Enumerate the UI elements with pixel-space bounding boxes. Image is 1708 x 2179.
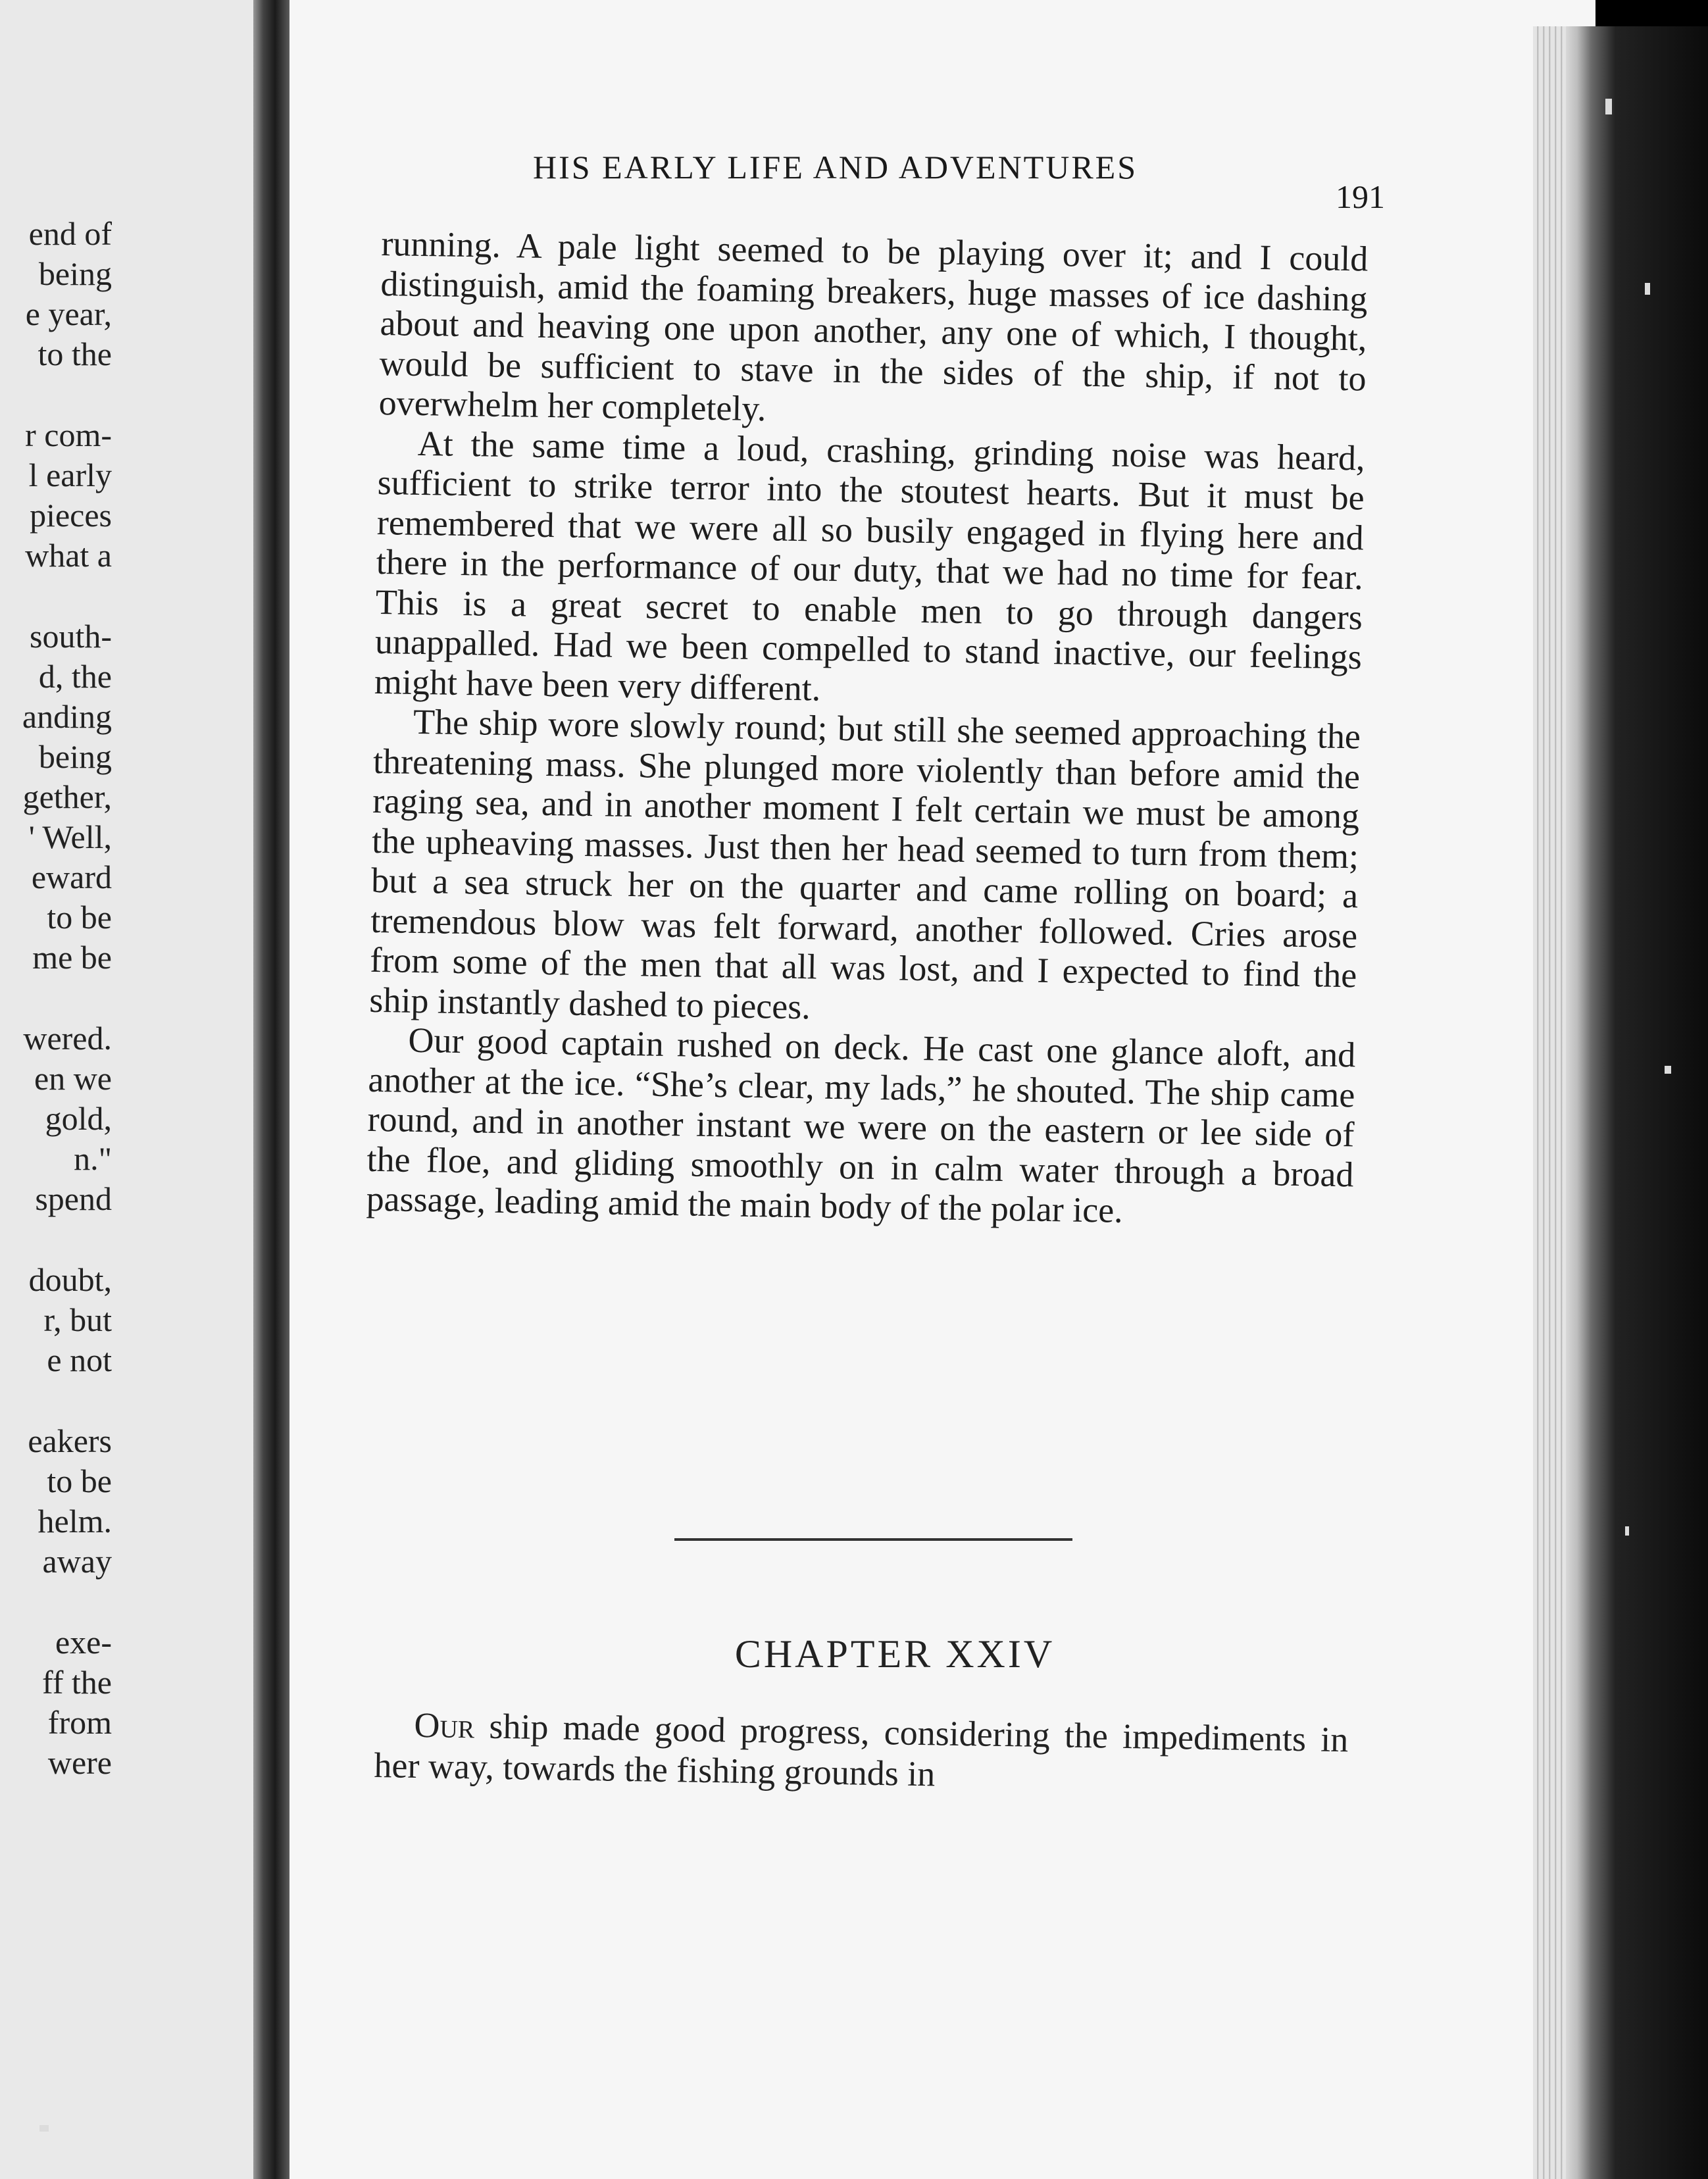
facing-page-line: ff the: [42, 1664, 112, 1701]
facing-page-line: were: [47, 1744, 112, 1781]
running-header: HIS EARLY LIFE AND ADVENTURES: [533, 149, 1138, 186]
facing-page-line: ' Well,: [28, 818, 112, 855]
paragraph: [374, 1704, 1349, 1801]
facing-page-gap: [0, 1219, 112, 1260]
facing-page-line: r, but: [43, 1301, 112, 1338]
facing-page-line: exe-: [55, 1624, 112, 1661]
facing-page-line: to be: [47, 1463, 112, 1499]
facing-page: [0, 0, 262, 2179]
facing-page-line: n.": [74, 1140, 112, 1177]
facing-page-line: r com-: [25, 416, 112, 453]
paragraph: Our good captain rushed on deck. He cast one glance aloft, and another at the ice. “She’s clear, my lads,” he shouted. The ship came round, and in another instant we were on the eastern or lee side of the floe, and gliding smoothly on in calm water through a broad passage, leading amid the main body of the polar ice.: [366, 1020, 1356, 1230]
book-gutter: [253, 0, 293, 2179]
opening-word: Our: [414, 1705, 475, 1746]
page-number: 191: [1336, 178, 1385, 215]
facing-page-gap: [0, 374, 112, 415]
speck: [1665, 1066, 1671, 1074]
facing-page-line: d, the: [38, 658, 112, 695]
facing-page-line: pieces: [30, 497, 112, 534]
facing-page-line: gold,: [45, 1100, 112, 1137]
facing-page-line: wered.: [23, 1020, 112, 1057]
speck: [1625, 1526, 1629, 1536]
facing-page-gap: [0, 576, 112, 616]
paragraph: At the same time a loud, crashing, grinding noise was heard, sufficient to strike terror into the stoutest hearts. But it must be remembered that we were all so busily engaged in flying here and there in the performance of our duty, that we had no time for fear. This is a great secret to enable men to go through dangers unappalled. Had we been compelled to stand inactive, our feelings might have been very different.: [374, 423, 1366, 709]
facing-page-line: helm.: [38, 1503, 112, 1540]
facing-page-line: eward: [31, 859, 112, 895]
facing-page-line: from: [47, 1704, 112, 1741]
facing-page-line: end of: [28, 215, 112, 252]
facing-page-line: e not: [47, 1341, 112, 1378]
facing-page-line: anding: [22, 698, 112, 735]
facing-page-line: e year,: [25, 295, 112, 332]
facing-page-line: me be: [32, 939, 112, 976]
chapter-divider: [674, 1538, 1072, 1541]
facing-page-line: eakers: [28, 1422, 112, 1459]
facing-page-line: spend: [35, 1180, 112, 1217]
facing-page-line: being: [38, 738, 112, 775]
opening-text: ship made good progress, considering the impediments in her way, towards the fishing grounds in: [374, 1706, 1349, 1794]
facing-page-line: what a: [25, 537, 112, 574]
facing-page-gap: [0, 1582, 112, 1622]
facing-page-line: to the: [38, 336, 112, 372]
facing-page-line: gether,: [22, 778, 112, 815]
chapter-opening: [374, 1704, 1349, 1801]
facing-page-line: to be: [47, 899, 112, 936]
facing-page-line: south-: [30, 618, 112, 655]
paragraph: The ship wore slowly round; but still she seemed approaching the threatening mass. She plunged more violently than before amid the raging sea, and in another moment I felt certain we must be among the upheaving masses. Just then her head seemed to turn from them; but a sea struck her on the quarter and came rolling on board; a tremendous blow was felt forward, another followed. Cries arose from some of the men that all was lost, and I expected to find the ship instantly dashed to pieces.: [369, 701, 1361, 1026]
facing-page-line: doubt,: [28, 1261, 112, 1298]
facing-page-line: being: [38, 255, 112, 292]
book-edge: [1566, 26, 1708, 2179]
facing-page-line: away: [42, 1543, 112, 1580]
facing-page-text: [0, 214, 112, 1783]
speck: [39, 2125, 49, 2132]
facing-page-line: l early: [28, 457, 112, 493]
chapter-title: CHAPTER XXIV: [734, 1632, 1055, 1676]
speck: [1645, 283, 1650, 295]
facing-page-line: en we: [34, 1060, 112, 1097]
paragraph: running. A pale light seemed to be playing over it; and I could distinguish, amid the foaming breakers, huge masses of ice dashing about and heaving one upon another, any one of which, I thought, would be sufficient to stave in the sides of the ship, if not to overwhelm her completely.: [378, 224, 1369, 429]
body-text: [366, 224, 1369, 1234]
facing-page-gap: [0, 1380, 112, 1421]
speck: [1605, 99, 1612, 114]
facing-page-gap: [0, 978, 112, 1018]
